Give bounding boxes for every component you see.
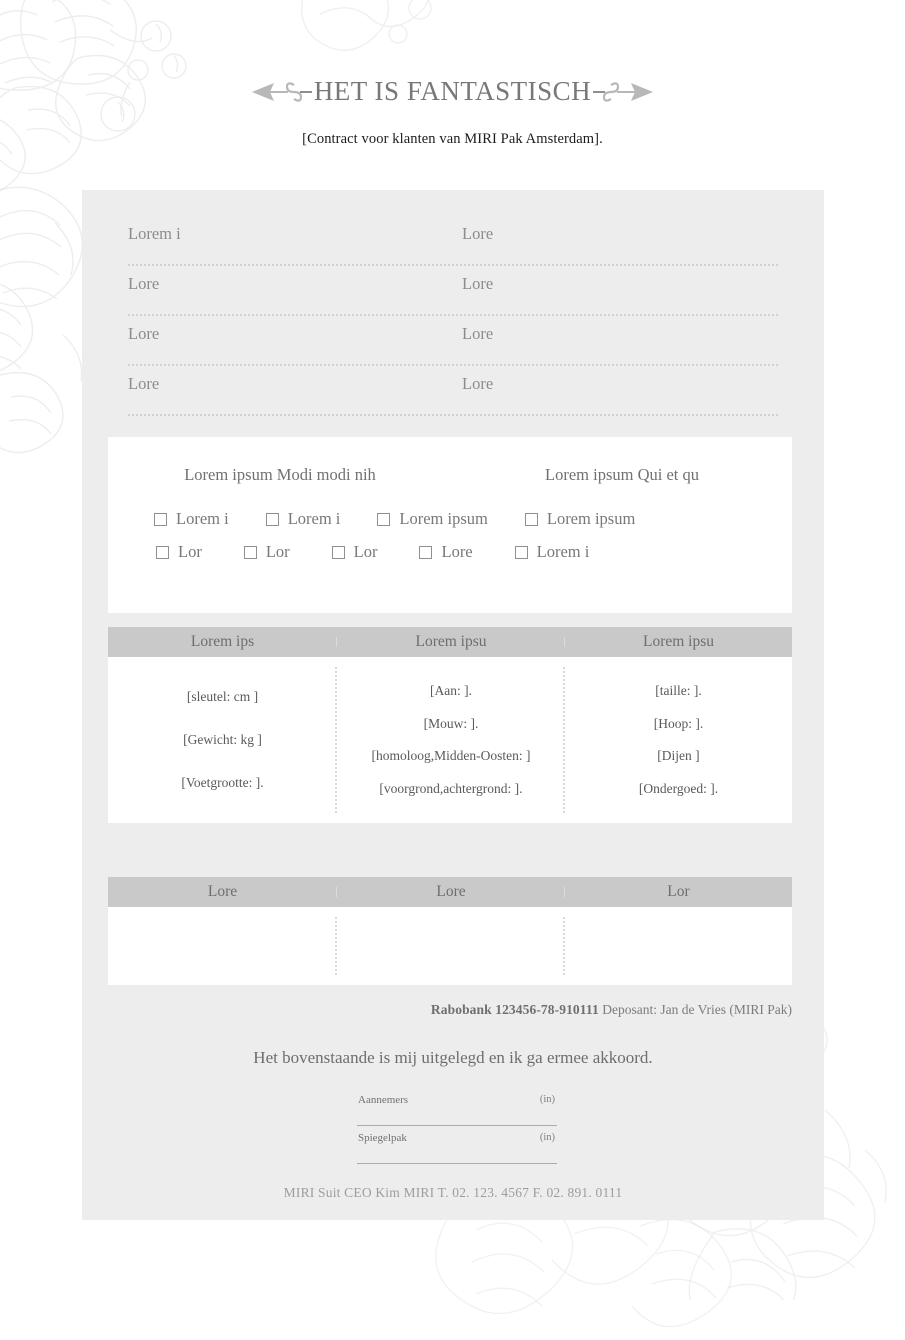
signature-block xyxy=(357,1088,557,1164)
field-row[interactable] xyxy=(128,366,778,416)
checkbox-icon[interactable] xyxy=(266,513,279,526)
checkbox-icon[interactable] xyxy=(156,546,169,559)
table-cell[interactable]: [Ondergoed: ]. xyxy=(638,780,719,796)
checkbox-icon[interactable] xyxy=(332,546,345,559)
bank-details xyxy=(108,1002,792,1018)
table-cell[interactable]: [taille: ]. xyxy=(655,683,702,699)
table-cell[interactable]: [sleutel: cm ] xyxy=(186,688,259,704)
column-header: Lorem ipsu xyxy=(642,633,715,650)
options-panel-headings xyxy=(108,437,792,485)
checkbox-label: Lorem i xyxy=(536,542,590,561)
table-cell[interactable]: [Hoop: ]. xyxy=(653,715,704,731)
table-cell[interactable]: [Aan: ]. xyxy=(429,683,472,699)
table-cell[interactable]: [Dijen ] xyxy=(657,748,700,764)
table-column xyxy=(337,657,565,823)
field-label-right: Lore xyxy=(462,374,494,393)
checkbox-option[interactable] xyxy=(377,509,487,529)
column-header: Lore xyxy=(108,883,337,901)
field-label-right: Lore xyxy=(462,274,494,293)
field-label-right: Lore xyxy=(462,224,494,243)
checkbox-option[interactable] xyxy=(266,509,341,529)
signature-line-contractor[interactable] xyxy=(357,1088,557,1126)
table-column[interactable] xyxy=(565,907,792,985)
table-header-row xyxy=(108,877,792,907)
options-panel xyxy=(108,437,792,613)
signature-unit: (in) xyxy=(539,1132,555,1143)
field-row[interactable] xyxy=(128,316,778,366)
signature-label: Aannemers xyxy=(358,1094,409,1106)
agreement-statement: Het bovenstaande is mij uitgelegd en ik ga ermee akkoord. xyxy=(253,1048,653,1067)
column-header: Lor xyxy=(667,883,690,900)
checkbox-label: Lor xyxy=(178,542,202,561)
company-footer: MIRI Suit CEO Kim MIRI T. 02. 123. 4567 F. 02. 891. 0111 xyxy=(283,1185,623,1200)
measurements-table xyxy=(108,627,792,823)
column-header: Lore xyxy=(337,883,565,901)
checkbox-icon[interactable] xyxy=(525,513,538,526)
table-column xyxy=(108,657,337,823)
table-cell[interactable]: [homoloog,Midden-Oosten: ] xyxy=(371,748,531,764)
checkbox-row-1 xyxy=(108,509,792,529)
table-body xyxy=(108,907,792,985)
field-label-left: Lore xyxy=(128,274,160,293)
column-header: Lorem ipsu xyxy=(337,633,565,651)
table-cell[interactable]: [voorgrond,achtergrond: ]. xyxy=(379,780,523,796)
table-body xyxy=(108,657,792,823)
page-title: HET IS FANTASTISCH xyxy=(313,76,592,106)
table-column xyxy=(565,657,792,823)
options-heading-right: Lorem ipsum Qui et qu xyxy=(545,465,699,484)
checkbox-option[interactable] xyxy=(515,542,590,562)
arrow-flourish-right-icon xyxy=(593,77,655,107)
field-label-left: Lore xyxy=(128,374,160,393)
checkbox-option[interactable] xyxy=(156,542,202,562)
checkbox-icon[interactable] xyxy=(154,513,167,526)
checkbox-label: Lorem ipsum xyxy=(546,509,636,528)
checkbox-icon[interactable] xyxy=(244,546,257,559)
field-underline xyxy=(128,414,778,416)
checkbox-option[interactable] xyxy=(525,509,635,529)
title-row xyxy=(0,76,905,107)
checkbox-icon[interactable] xyxy=(419,546,432,559)
field-row[interactable] xyxy=(128,266,778,316)
document-header xyxy=(0,0,905,148)
checkbox-icon[interactable] xyxy=(377,513,390,526)
signature-label: Spiegelpak xyxy=(358,1132,407,1144)
field-list xyxy=(82,190,824,416)
table-column[interactable] xyxy=(337,907,565,985)
field-label-left: Lorem i xyxy=(128,224,181,243)
checkbox-label: Lor xyxy=(265,542,290,561)
table-column[interactable] xyxy=(108,907,337,985)
checkbox-label: Lorem i xyxy=(287,509,341,528)
table-cell[interactable]: [Mouw: ]. xyxy=(423,715,479,731)
checkbox-label: Lore xyxy=(441,542,473,561)
checkbox-option[interactable] xyxy=(244,542,290,562)
checkbox-label: Lorem i xyxy=(176,509,229,528)
checkbox-icon[interactable] xyxy=(515,546,528,559)
checkbox-option[interactable] xyxy=(332,542,378,562)
checkbox-option[interactable] xyxy=(154,509,229,529)
field-label-right: Lore xyxy=(462,324,494,343)
signature-unit: (in) xyxy=(539,1094,555,1105)
checkbox-label: Lorem ipsum xyxy=(399,509,488,528)
document-subtitle: [Contract voor klanten van MIRI Pak Amsterdam]. xyxy=(302,131,603,147)
bank-depositor: Deposant: Jan de Vries (MIRI Pak) xyxy=(602,1002,792,1017)
table-cell[interactable]: [Voetgrootte: ]. xyxy=(181,775,264,791)
signature-line-mirrorsuit[interactable] xyxy=(357,1126,557,1164)
contract-card xyxy=(82,190,824,1220)
arrow-flourish-left-icon xyxy=(250,77,312,107)
table-cell[interactable]: [Gewicht: kg ] xyxy=(183,731,262,747)
checkbox-option[interactable] xyxy=(419,542,472,562)
table-header-row xyxy=(108,627,792,657)
options-heading-left: Lorem ipsum Modi modi nih xyxy=(184,465,376,484)
column-header: Lorem ips xyxy=(108,633,337,651)
checkbox-row-2 xyxy=(108,542,792,562)
secondary-table xyxy=(108,877,792,985)
bank-account-number: Rabobank 123456-78-910111 xyxy=(430,1002,599,1017)
field-row[interactable] xyxy=(128,216,778,266)
checkbox-label: Lor xyxy=(353,542,378,561)
field-label-left: Lore xyxy=(128,324,160,343)
